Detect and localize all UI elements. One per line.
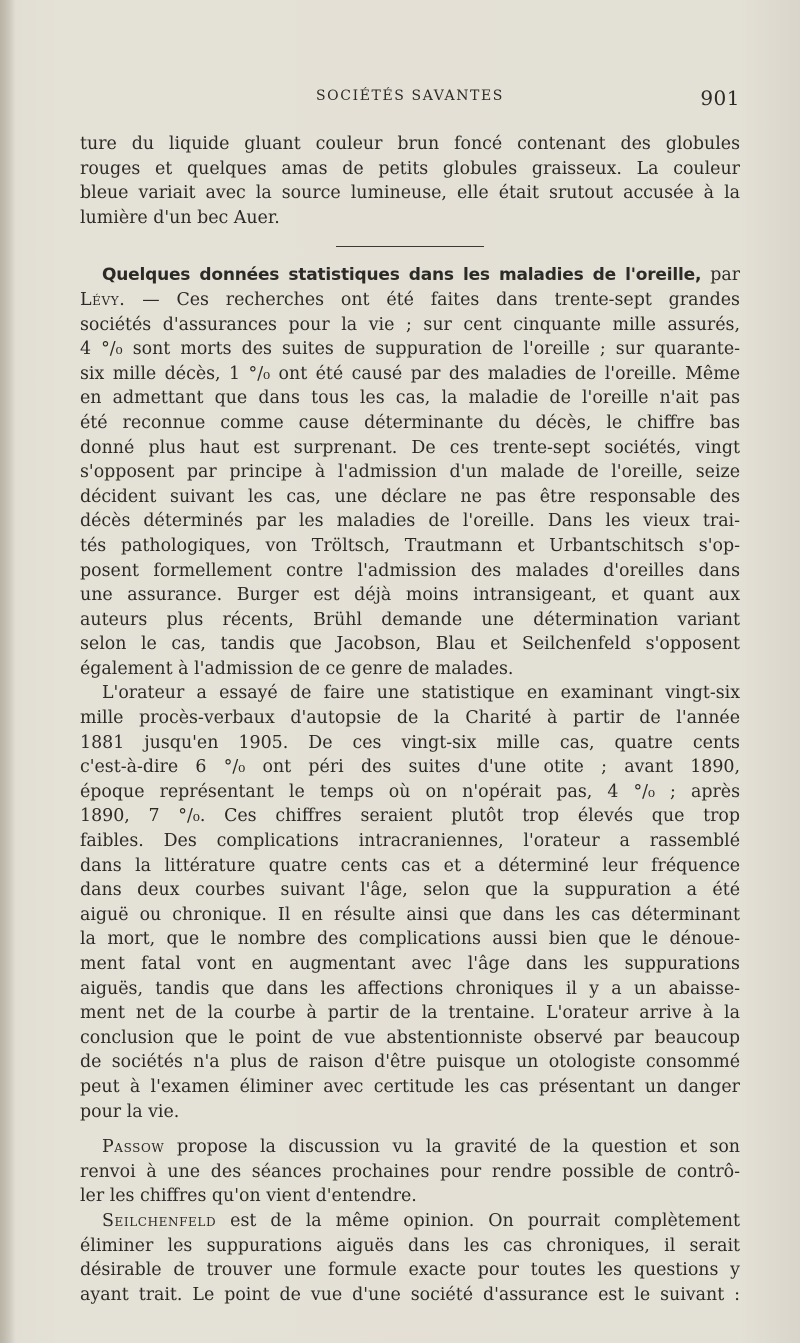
para5-line1-rest: est de la même opinion. On pourrait complètement xyxy=(216,1210,740,1231)
text-line: L'orateur a essayé de faire une statistique en examinant vingt-six xyxy=(102,683,740,704)
text-line: ayant trait. Le point de vue d'une société d'assurance est le suivant : xyxy=(80,1284,740,1305)
text-line: c'est-à-dire 6 °/₀ ont péri des suites d'une otite ; avant 1890, xyxy=(80,757,740,778)
running-header xyxy=(80,86,740,114)
paragraph-gap xyxy=(80,1124,740,1135)
speaker-name: Passow xyxy=(102,1137,165,1158)
text-line: pour la vie. xyxy=(80,1101,180,1122)
text-line: bleue variait avec la source lumineuse, elle était srutout accusée à la xyxy=(80,183,740,204)
text-line: six mille décès, 1 °/₀ ont été causé par des maladies de l'oreille. Même xyxy=(80,363,740,384)
text-line: une assurance. Burger est déjà moins intransigeant, et quant aux xyxy=(80,585,740,606)
body-text xyxy=(80,132,740,1307)
text-line: tés pathologiques, von Tröltsch, Trautmann et Urbantschitsch s'op- xyxy=(80,535,740,556)
text-line: peut à l'examen éliminer avec certitude les cas présentant un danger xyxy=(80,1076,740,1097)
text-line: la mort, que le nombre des complications aussi bien que le dénoue- xyxy=(80,929,740,950)
para4-line1-rest: propose la discussion vu la gravité de la question et son xyxy=(164,1137,740,1158)
text-line xyxy=(80,1135,740,1160)
text-line: décident suivant les cas, une déclare ne pas être responsable des xyxy=(80,486,740,507)
text-line: renvoi à une des séances prochaines pour rendre possible de contrô- xyxy=(80,1161,740,1182)
text-line: faibles. Des complications intracraniennes, l'orateur a rassemblé xyxy=(80,831,740,852)
text-line: dans la littérature quatre cents cas et a déterminé leur fréquence xyxy=(80,855,740,876)
text-line: aiguës, tandis que dans les affections chroniques il y a un abaisse- xyxy=(80,978,740,999)
orator-paragraph xyxy=(80,681,740,1124)
text-line: conclusion que le point de vue abstentionniste observé par beaucoup xyxy=(80,1027,740,1048)
text-line: s'opposent par principe à l'admission d'un malade de l'oreille, seize xyxy=(80,462,740,483)
text-line: 1881 jusqu'en 1905. De ces vingt-six mille cas, quatre cents xyxy=(80,732,740,753)
paragraph-continuation xyxy=(80,132,740,230)
text-line: sociétés d'assurances pour la vie ; sur cent cinquante mille assurés, xyxy=(80,314,740,335)
text-line: 1890, 7 °/₀. Ces chiffres seraient plutôt trop élevés que trop xyxy=(80,806,740,827)
text-line: posent formellement contre l'admission des malades d'oreilles dans xyxy=(80,560,740,581)
text-line: auteurs plus récents, Brühl demande une détermination variant xyxy=(80,609,740,630)
text-line: selon le cas, tandis que Jacobson, Blau et Seilchenfeld s'opposent xyxy=(80,634,740,655)
text-line: lumière d'un bec Auer. xyxy=(80,207,280,228)
section-author: Lévy. xyxy=(80,289,126,310)
section-heading-line xyxy=(80,263,740,288)
section-line1-rest: — Ces recherches ont été faites dans trente-sept grandes xyxy=(125,289,740,310)
text-line: mille procès-verbaux d'autopsie de la Charité à partir de l'année xyxy=(80,708,740,729)
page-number: 901 xyxy=(700,86,740,110)
text-line: 4 °/₀ sont morts des suites de suppuration de l'oreille ; sur quarante- xyxy=(80,339,740,360)
passow-paragraph xyxy=(80,1135,740,1209)
seilchenfeld-paragraph xyxy=(80,1209,740,1307)
text-line: décès déterminés par les maladies de l'oreille. Dans les vieux trai- xyxy=(80,511,740,532)
text-line: donné plus haut est surprenant. De ces trente-sept sociétés, vingt xyxy=(80,437,740,458)
text-line: désirable de trouver une formule exacte pour toutes les questions y xyxy=(80,1260,740,1281)
text-line: rouges et quelques amas de petits globules graisseux. La couleur xyxy=(80,158,740,179)
text-line: de sociétés n'a plus de raison d'être puisque un otologiste consommé xyxy=(80,1052,740,1073)
text-line: également à l'admission de ce genre de malades. xyxy=(80,658,514,679)
text-line: ler les chiffres qu'on vient d'entendre. xyxy=(80,1186,417,1207)
text-line: ture du liquide gluant couleur brun foncé contenant des globules xyxy=(80,134,740,154)
text-line: ment net de la courbe à partir de la trentaine. L'orateur arrive à la xyxy=(80,1003,740,1024)
speaker-name: Seilchenfeld xyxy=(102,1210,217,1231)
section-divider xyxy=(336,246,484,247)
text-line: dans deux courbes suivant l'âge, selon que la suppuration a été xyxy=(80,880,740,901)
text-line xyxy=(80,288,740,313)
text-line: ment fatal vont en augmentant avec l'âge dans les suppurations xyxy=(80,954,740,974)
text-line: aiguë ou chronique. Il en résulte ainsi que dans les cas déterminant xyxy=(80,904,740,925)
running-title: SOCIÉTÉS SAVANTES xyxy=(315,88,504,104)
text-line: été reconnue comme cause déterminante du décès, le chiffre bas xyxy=(80,412,740,433)
text-line: en admettant que dans tous les cas, la maladie de l'oreille n'ait pas xyxy=(80,388,740,409)
text-line: éliminer les suppurations aiguës dans les cas chroniques, il serait xyxy=(80,1235,740,1256)
section-title: Quelques données statistiques dans les maladies de l'oreille, xyxy=(102,265,702,286)
section-by: par xyxy=(701,265,740,286)
text-line: époque représentant le temps où on n'opérait pas, 4 °/₀ ; après xyxy=(80,781,740,802)
section-paragraph xyxy=(80,263,740,681)
text-line xyxy=(80,1209,740,1234)
